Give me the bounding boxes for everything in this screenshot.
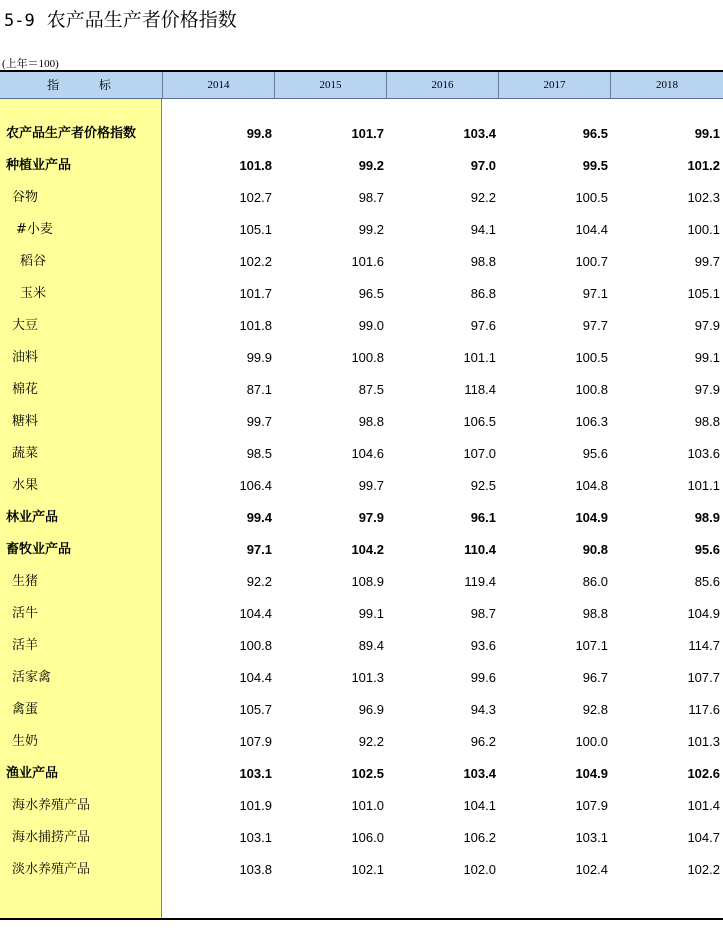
value-cell-2017: 107.1 <box>575 638 608 653</box>
value-cell-2017: 99.5 <box>582 158 608 173</box>
value-cell-2014: 99.7 <box>246 414 272 429</box>
row-label: 水果 <box>12 478 39 493</box>
row-label: 稻谷 <box>20 254 47 269</box>
unit-note: (上年＝100) <box>2 58 59 70</box>
value-cell-2016: 110.4 <box>464 542 496 557</box>
value-cell-2016: 104.1 <box>463 798 496 813</box>
value-cell-2017: 100.8 <box>575 382 608 397</box>
value-cell-2015: 101.6 <box>351 254 384 269</box>
table-row <box>0 150 723 182</box>
value-cell-2015: 104.6 <box>351 446 384 461</box>
value-cell-2018: 104.7 <box>687 830 720 845</box>
value-cell-2018: 101.2 <box>687 158 720 173</box>
row-label: 农产品生产者价格指数 <box>6 126 137 141</box>
value-cell-2017: 106.3 <box>575 414 608 429</box>
row-label: 海水捕捞产品 <box>12 830 91 845</box>
value-cell-2018: 98.9 <box>694 510 720 525</box>
table-row <box>0 630 723 662</box>
value-cell-2014: 102.2 <box>239 254 272 269</box>
value-cell-2014: 103.1 <box>239 830 272 845</box>
value-cell-2014: 103.8 <box>239 862 272 877</box>
value-cell-2016: 101.1 <box>463 350 496 365</box>
table-row <box>0 662 723 694</box>
row-label: 谷物 <box>12 190 39 205</box>
value-cell-2014: 92.2 <box>246 574 272 589</box>
value-cell-2017: 100.0 <box>575 734 608 749</box>
table-row <box>0 790 723 822</box>
value-cell-2018: 101.4 <box>687 798 720 813</box>
table-row <box>0 214 723 246</box>
value-cell-2016: 98.7 <box>470 606 496 621</box>
value-cell-2017: 104.9 <box>575 766 608 781</box>
table-row <box>0 534 723 566</box>
value-cell-2015: 102.1 <box>351 862 384 877</box>
row-label: 玉米 <box>20 286 47 301</box>
value-cell-2014: 101.8 <box>239 318 272 333</box>
value-cell-2015: 87.5 <box>358 382 384 397</box>
value-cell-2018: 101.1 <box>687 478 720 493</box>
value-cell-2015: 108.9 <box>351 574 384 589</box>
row-label: 种植业产品 <box>6 158 72 173</box>
value-cell-2015: 96.9 <box>358 702 384 717</box>
value-cell-2015: 100.8 <box>351 350 384 365</box>
table-header <box>0 72 723 99</box>
table-row <box>0 406 723 438</box>
value-cell-2017: 92.8 <box>582 702 608 717</box>
value-cell-2018: 102.6 <box>687 766 720 781</box>
table-row <box>0 118 723 150</box>
year-header-2017: 2017 <box>499 72 611 98</box>
value-cell-2014: 106.4 <box>239 478 272 493</box>
value-cell-2017: 100.5 <box>575 350 608 365</box>
row-label: 活家禽 <box>12 670 52 685</box>
value-cell-2018: 98.8 <box>694 414 720 429</box>
value-cell-2016: 106.2 <box>463 830 496 845</box>
row-label: 糖料 <box>12 414 39 429</box>
value-cell-2017: 107.9 <box>575 798 608 813</box>
value-cell-2014: 102.7 <box>239 190 272 205</box>
value-cell-2018: 101.3 <box>687 734 720 749</box>
value-cell-2014: 99.4 <box>246 510 272 525</box>
value-cell-2015: 89.4 <box>358 638 384 653</box>
value-cell-2017: 100.7 <box>575 254 608 269</box>
bottom-rule <box>0 918 723 920</box>
value-cell-2015: 101.7 <box>351 126 384 141</box>
value-cell-2017: 90.8 <box>582 542 608 557</box>
row-label: 活牛 <box>12 606 39 621</box>
value-cell-2018: 99.1 <box>694 350 720 365</box>
value-cell-2018: 97.9 <box>694 318 720 333</box>
value-cell-2016: 96.1 <box>470 510 496 525</box>
table-row <box>0 342 723 374</box>
value-cell-2016: 86.8 <box>470 286 496 301</box>
row-label: 渔业产品 <box>6 766 59 781</box>
value-cell-2015: 102.5 <box>351 766 384 781</box>
value-cell-2018: 99.1 <box>694 126 720 141</box>
value-cell-2014: 99.8 <box>246 126 272 141</box>
value-cell-2016: 96.2 <box>470 734 496 749</box>
table-row <box>0 726 723 758</box>
value-cell-2017: 97.7 <box>582 318 608 333</box>
value-cell-2014: 98.5 <box>246 446 272 461</box>
value-cell-2018: 100.1 <box>687 222 720 237</box>
value-cell-2014: 87.1 <box>246 382 272 397</box>
value-cell-2017: 100.5 <box>575 190 608 205</box>
value-cell-2018: 107.7 <box>687 670 720 685</box>
value-cell-2018: 104.9 <box>687 606 720 621</box>
table-row <box>0 278 723 310</box>
row-label: 淡水养殖产品 <box>12 862 91 877</box>
row-label: 生猪 <box>12 574 39 589</box>
page-title <box>4 5 237 32</box>
value-cell-2015: 98.8 <box>358 414 384 429</box>
value-cell-2015: 101.3 <box>351 670 384 685</box>
value-cell-2015: 96.5 <box>358 286 384 301</box>
row-label: 蔬菜 <box>12 446 39 461</box>
table-row <box>0 182 723 214</box>
value-cell-2016: 118.4 <box>464 382 496 397</box>
row-label: 大豆 <box>12 318 39 333</box>
value-cell-2016: 106.5 <box>463 414 496 429</box>
table-title: 农产品生产者价格指数 <box>46 9 237 31</box>
value-cell-2018: 103.6 <box>687 446 720 461</box>
value-cell-2018: 102.3 <box>687 190 720 205</box>
value-cell-2014: 99.9 <box>246 350 272 365</box>
value-cell-2018: 85.6 <box>694 574 720 589</box>
value-cell-2014: 105.7 <box>239 702 272 717</box>
row-label: 海水养殖产品 <box>12 798 91 813</box>
table-row <box>0 246 723 278</box>
value-cell-2017: 104.4 <box>575 222 608 237</box>
value-cell-2017: 102.4 <box>575 862 608 877</box>
value-cell-2015: 99.7 <box>358 478 384 493</box>
value-cell-2016: 97.0 <box>470 158 496 173</box>
year-header-2015: 2015 <box>275 72 387 98</box>
value-cell-2018: 102.2 <box>687 862 720 877</box>
value-cell-2014: 97.1 <box>246 542 272 557</box>
value-cell-2017: 103.1 <box>575 830 608 845</box>
row-label: 油料 <box>12 350 39 365</box>
value-cell-2018: 97.9 <box>694 382 720 397</box>
value-cell-2014: 107.9 <box>239 734 272 749</box>
table-row <box>0 566 723 598</box>
table-row <box>0 374 723 406</box>
value-cell-2016: 98.8 <box>470 254 496 269</box>
table-row <box>0 694 723 726</box>
value-cell-2016: 119.4 <box>464 574 496 589</box>
value-cell-2015: 99.2 <box>358 158 384 173</box>
value-cell-2015: 99.0 <box>358 318 384 333</box>
table-row <box>0 470 723 502</box>
value-cell-2016: 97.6 <box>470 318 496 333</box>
value-cell-2014: 101.8 <box>239 158 272 173</box>
year-header-2014: 2014 <box>163 72 275 98</box>
value-cell-2015: 106.0 <box>351 830 384 845</box>
table-row <box>0 310 723 342</box>
value-cell-2016: 102.0 <box>463 862 496 877</box>
value-cell-2017: 97.1 <box>582 286 608 301</box>
value-cell-2018: 95.6 <box>694 542 720 557</box>
value-cell-2017: 98.8 <box>582 606 608 621</box>
row-label: 生奶 <box>12 734 39 749</box>
value-cell-2017: 95.6 <box>582 446 608 461</box>
row-label: 棉花 <box>12 382 39 397</box>
value-cell-2016: 94.1 <box>470 222 496 237</box>
value-cell-2017: 104.8 <box>575 478 608 493</box>
indicator-header: 指 标 <box>0 72 163 98</box>
value-cell-2015: 99.2 <box>358 222 384 237</box>
value-cell-2018: 105.1 <box>687 286 720 301</box>
value-cell-2016: 103.4 <box>463 766 496 781</box>
row-label: 林业产品 <box>6 510 59 525</box>
value-cell-2014: 105.1 <box>239 222 272 237</box>
value-cell-2017: 96.7 <box>582 670 608 685</box>
value-cell-2015: 98.7 <box>358 190 384 205</box>
year-header-2018: 2018 <box>656 79 678 91</box>
row-label: #小麦 <box>16 222 53 237</box>
row-label: 禽蛋 <box>12 702 39 717</box>
value-cell-2014: 104.4 <box>239 606 272 621</box>
value-cell-2014: 101.7 <box>239 286 272 301</box>
value-cell-2016: 107.0 <box>463 446 496 461</box>
value-cell-2018: 117.6 <box>688 702 720 717</box>
value-cell-2014: 100.8 <box>239 638 272 653</box>
value-cell-2014: 104.4 <box>239 670 272 685</box>
table-row <box>0 438 723 470</box>
value-cell-2016: 92.2 <box>470 190 496 205</box>
value-cell-2015: 104.2 <box>351 542 384 557</box>
table-row <box>0 854 723 886</box>
value-cell-2016: 94.3 <box>470 702 496 717</box>
year-header-2016: 2016 <box>387 72 499 98</box>
table-row <box>0 822 723 854</box>
value-cell-2018: 99.7 <box>694 254 720 269</box>
value-cell-2016: 99.6 <box>470 670 496 685</box>
value-cell-2014: 103.1 <box>239 766 272 781</box>
value-cell-2015: 101.0 <box>351 798 384 813</box>
value-cell-2016: 103.4 <box>463 126 496 141</box>
value-cell-2017: 96.5 <box>582 126 608 141</box>
value-cell-2016: 93.6 <box>470 638 496 653</box>
table-row <box>0 502 723 534</box>
value-cell-2018: 114.7 <box>688 638 720 653</box>
value-cell-2015: 99.1 <box>358 606 384 621</box>
value-cell-2016: 92.5 <box>470 478 496 493</box>
table-row <box>0 598 723 630</box>
value-cell-2015: 97.9 <box>358 510 384 525</box>
value-cell-2015: 92.2 <box>358 734 384 749</box>
table-row <box>0 758 723 790</box>
value-cell-2017: 104.9 <box>575 510 608 525</box>
table-number: 5-9 <box>4 11 35 31</box>
value-cell-2014: 101.9 <box>239 798 272 813</box>
row-label: 畜牧业产品 <box>6 542 72 557</box>
row-label: 活羊 <box>12 638 39 653</box>
value-cell-2017: 86.0 <box>582 574 608 589</box>
